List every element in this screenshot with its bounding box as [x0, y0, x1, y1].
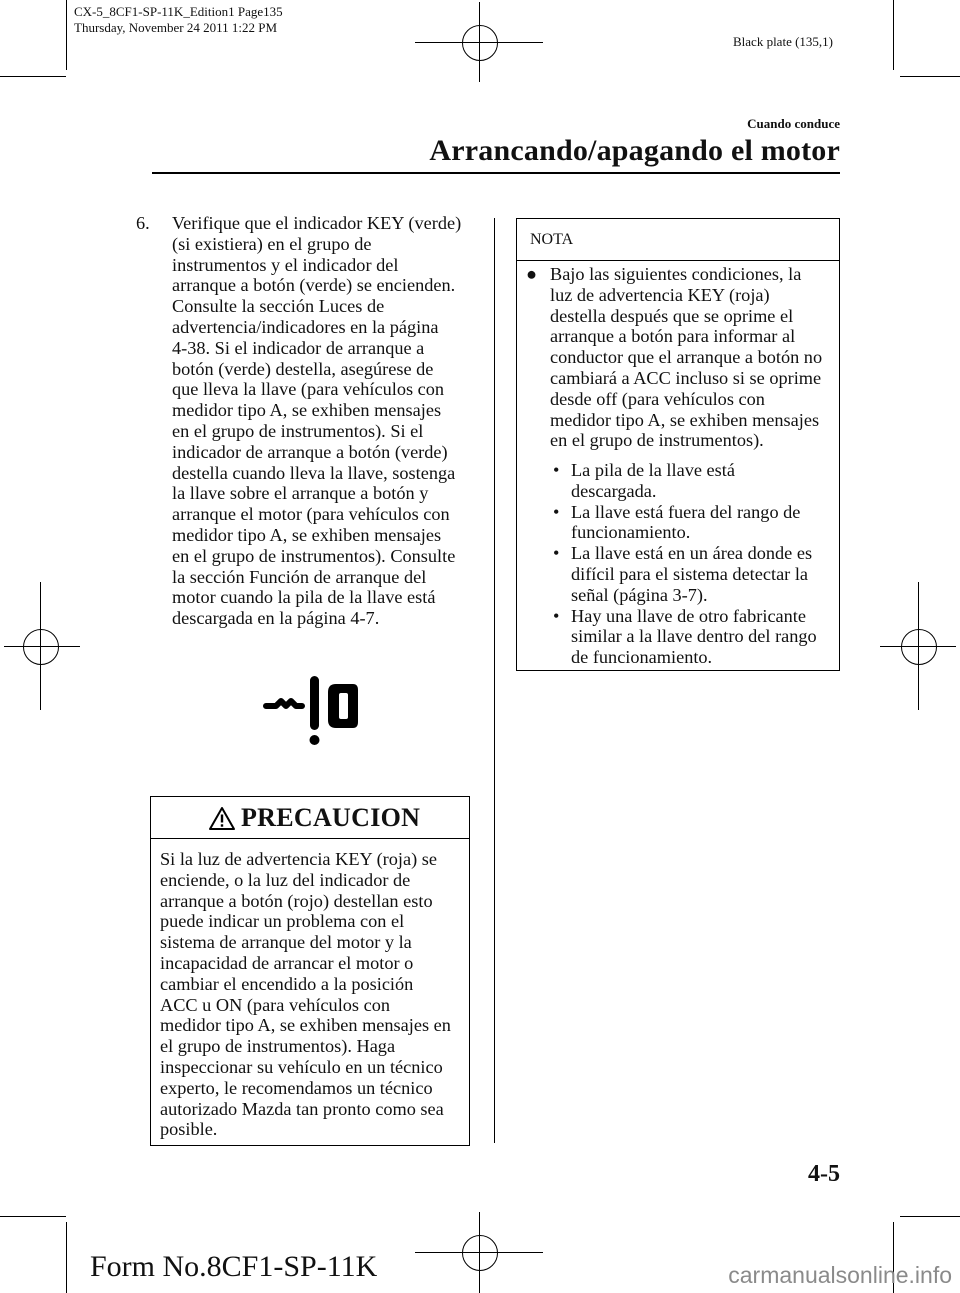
step-line: en el grupo de instrumentos). Consulte — [172, 545, 456, 566]
step-line: motor cuando la pila de la llave está — [172, 587, 436, 608]
list-item-line: de funcionamiento. — [571, 647, 713, 668]
note-line: en el grupo de instrumentos). — [550, 430, 764, 451]
step-line: Verifique que el indicador KEY (verde) — [172, 213, 462, 233]
note-intro-text — [550, 264, 840, 451]
step-line: indicador de arranque a botón (verde) — [172, 441, 448, 462]
chapter-label: Cuando conduce — [747, 116, 840, 131]
step-line: instrumentos y el indicador del — [172, 254, 399, 275]
step-line: medidor tipo A, se exhiben mensajes — [172, 524, 442, 545]
caution-title: PRECAUCION — [241, 803, 421, 832]
warning-triangle-icon — [208, 806, 236, 836]
step-line: advertencia/indicadores en la página — [172, 316, 439, 337]
list-item-line: Hay una llave de otro fabricante — [571, 605, 807, 626]
plate-label: Black plate (135,1) — [733, 34, 833, 49]
bullet-icon: • — [553, 501, 560, 522]
caution-line: puede indicar un problema con el — [160, 911, 405, 932]
caution-header — [151, 797, 469, 839]
note-conditions-list — [553, 460, 838, 668]
step-number: 6. — [136, 213, 150, 233]
print-slug-line2: Thursday, November 24 2011 1:22 PM — [74, 20, 278, 35]
heading-rule — [152, 172, 840, 174]
bullet-dot-icon: ● — [526, 264, 538, 284]
step-line: descargada en la página 4-7. — [172, 608, 380, 629]
page-number: 4-5 — [808, 1161, 840, 1187]
step-line: botón (verde) destella, asegúrese de — [172, 358, 434, 379]
step-text — [172, 213, 482, 629]
print-slug — [74, 4, 283, 36]
note-line: arranque a botón para informar al — [550, 326, 796, 347]
column-divider — [494, 218, 495, 1143]
caution-line: posible. — [160, 1119, 218, 1140]
caution-line: sistema de arranque del motor y la — [160, 932, 412, 953]
caution-line: autorizado Mazda tan pronto como sea — [160, 1098, 444, 1119]
list-item-line: similar a la llave dentro del rango — [571, 626, 817, 647]
note-line: medidor tipo A, se exhiben mensajes — [550, 409, 820, 430]
step-line: la llave sobre el arranque a botón y — [172, 483, 429, 504]
caution-line: arranque a botón (rojo) destellan esto — [160, 890, 433, 911]
form-number: Form No.8CF1-SP-11K — [90, 1250, 378, 1283]
caution-line: cambiar el encendido a la posición — [160, 973, 414, 994]
list-item — [553, 606, 838, 668]
note-line: Bajo las siguientes condiciones, la — [550, 264, 802, 284]
list-item — [553, 543, 838, 605]
section-title: Arrancando/apagando el motor — [429, 134, 840, 167]
list-item-line: difícil para el sistema detectar la — [571, 563, 809, 584]
note-line: luz de advertencia KEY (roja) — [550, 284, 770, 305]
caution-line: Si la luz de advertencia KEY (roja) se — [160, 849, 437, 869]
watermark-link[interactable]: carmanualsonline.info — [728, 1262, 952, 1288]
list-item — [553, 502, 838, 544]
caution-line: experto, le recomendamos un técnico — [160, 1077, 433, 1098]
step-line: destella cuando lleva la llave, sostenga — [172, 462, 456, 483]
list-item-line: señal (página 3-7). — [571, 584, 708, 605]
list-item-line: La pila de la llave está — [571, 460, 735, 480]
note-line: desde off (para vehículos con — [550, 388, 765, 409]
note-header — [517, 219, 839, 261]
step-line: (si existiera) en el grupo de — [172, 233, 372, 254]
note-line: destella después que se oprime el — [550, 305, 794, 326]
note-line: cambiará a ACC incluso si se oprime — [550, 367, 822, 388]
caution-box — [150, 796, 470, 1146]
caution-text — [160, 849, 468, 1140]
step-line: medidor tipo A, se exhiben mensajes — [172, 400, 442, 421]
list-item-line: La llave está fuera del rango de — [571, 501, 801, 522]
list-item-line: funcionamiento. — [571, 522, 691, 543]
caution-line: enciende, o la luz del indicador de — [160, 869, 411, 890]
note-box — [516, 218, 840, 671]
step-line: 4-38. Si el indicador de arranque a — [172, 337, 425, 358]
print-slug-line1: CX-5_8CF1-SP-11K_Edition1 Page135 — [74, 4, 283, 19]
step-line: en el grupo de instrumentos). Si el — [172, 420, 424, 441]
caution-line: incapacidad de arrancar el motor o — [160, 952, 414, 973]
bullet-icon: • — [553, 605, 560, 626]
step-line: la sección Función de arranque del — [172, 566, 427, 587]
step-line: arranque a botón (verde) se encienden. — [172, 275, 456, 296]
list-item-line: descargada. — [571, 480, 657, 501]
caution-line: ACC u ON (para vehículos con — [160, 994, 390, 1015]
step-line: que lleva la llave (para vehículos con — [172, 379, 445, 400]
note-line: conductor que el arranque a botón no — [550, 347, 823, 368]
step-line: Consulte la sección Luces de — [172, 296, 385, 317]
key-indicator-icon — [262, 674, 362, 746]
caution-line: inspeccionar su vehículo en un técnico — [160, 1056, 443, 1077]
bullet-icon: • — [553, 460, 560, 480]
list-item — [553, 460, 838, 502]
bullet-icon: • — [553, 543, 560, 564]
list-item-line: La llave está en un área donde es — [571, 543, 813, 564]
note-title: NOTA — [530, 231, 574, 248]
caution-line: el grupo de instrumentos). Haga — [160, 1036, 396, 1057]
caution-line: medidor tipo A, se exhiben mensajes en — [160, 1015, 451, 1036]
step-line: arranque el motor (para vehículos con — [172, 504, 450, 525]
